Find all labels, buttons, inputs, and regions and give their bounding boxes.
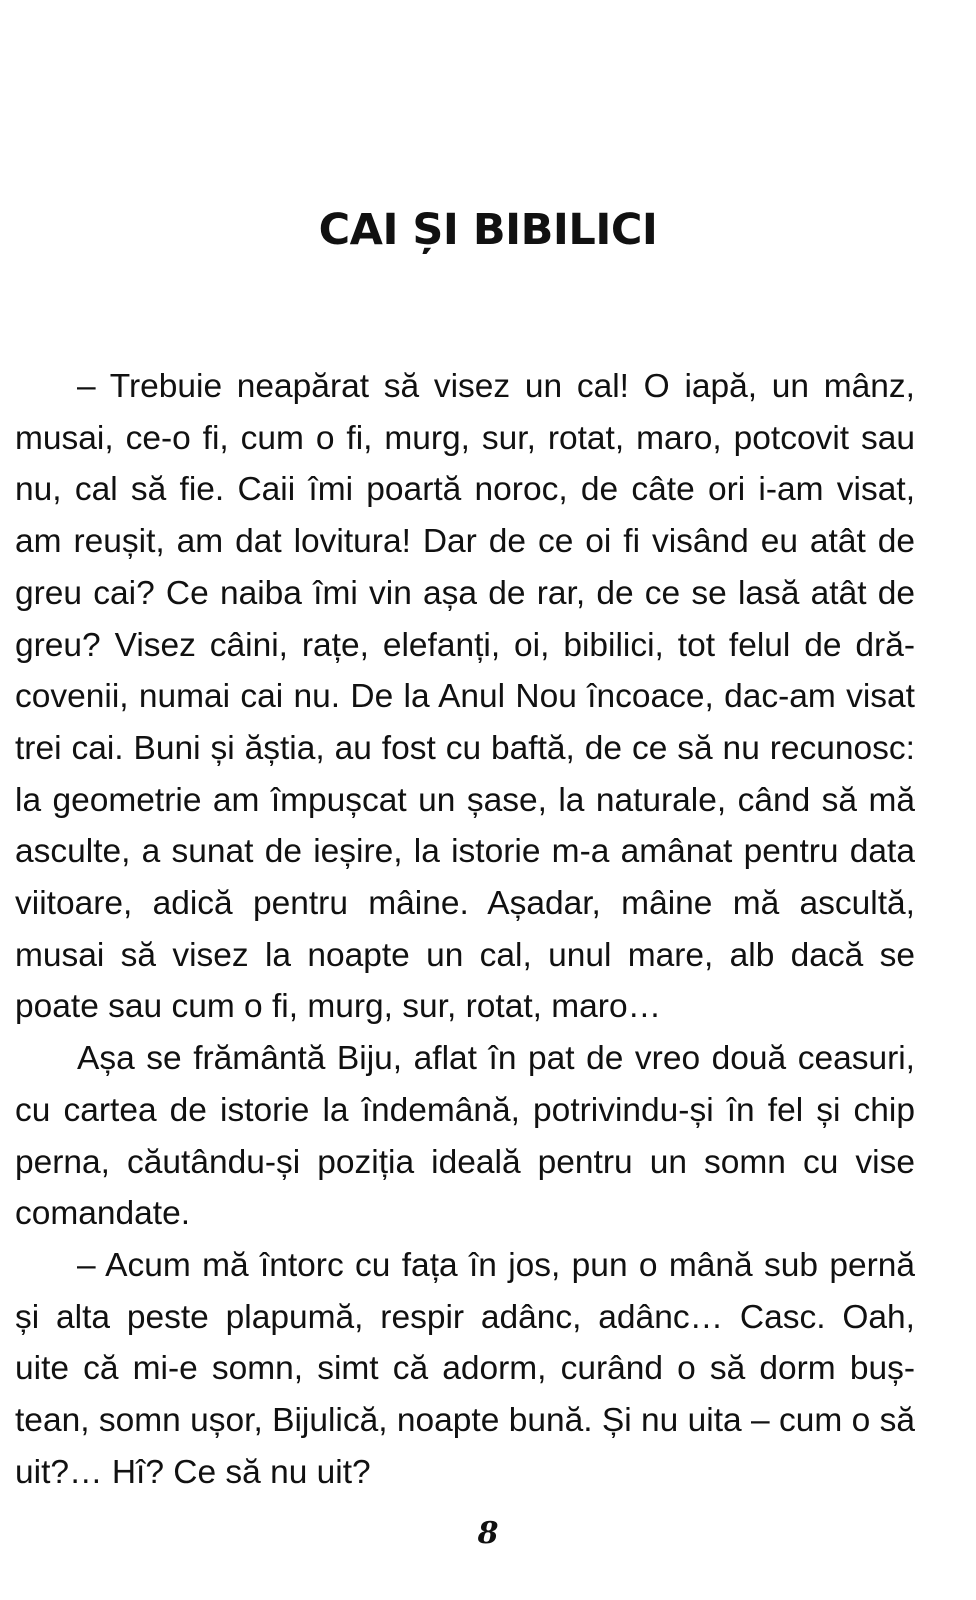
paragraph: – Acum mă întorc cu fața în jos, pun o mână sub pernă și alta peste plapumă, respir adânc, adânc… Casc. Oah, uite că mi-e somn, simt că adorm, curând o să dorm buștean, somn ușor, Bijulică, noapte bună. Și nu uita – cum o să uit?… Hî? Ce să nu uit?	[15, 1246, 915, 1491]
chapter-body	[15, 361, 915, 1498]
paragraph: Așa se frământă Biju, aflat în pat de vreo două ceasuri, cu cartea de istorie la îndemână, potrivindu-și în fel și chip perna, căutându-și poziția ideală pentru un somn cu vise comandate.	[15, 1040, 915, 1233]
page-number: 8	[477, 1516, 499, 1551]
chapter-title: CAI ȘI BIBILICI	[318, 205, 658, 255]
paragraph: – Trebuie neapărat să visez un cal! O iapă, un mânz, musai, ce-o fi, cum o fi, murg, sur, rotat, maro, potcovit sau nu, cal să fie. Caii îmi poartă noroc, de câte ori i-am visat, am reușit, am dat lovitura! Dar de ce oi fi visând eu atât de greu cai? Ce naiba îmi vin așa de rar, de ce se lasă atât de greu? Visez câini, rațe, elefanți, oi, bibilici, tot felul de drăcovenii, numai cai nu. De la Anul Nou încoace, dac-am visat trei cai. Buni și ăștia, au fost cu baftă, de ce să nu recunosc: la geometrie am împușcat un șase, la naturale, când să mă asculte, a sunat de ieșire, la istorie m-a amânat pentru data viitoare, adică pentru mâine. Așadar, mâine mă ascultă, musai să visez la noapte un cal, unul mare, alb dacă se poate sau cum o fi, murg, sur, rotat, maro…	[15, 368, 915, 1026]
